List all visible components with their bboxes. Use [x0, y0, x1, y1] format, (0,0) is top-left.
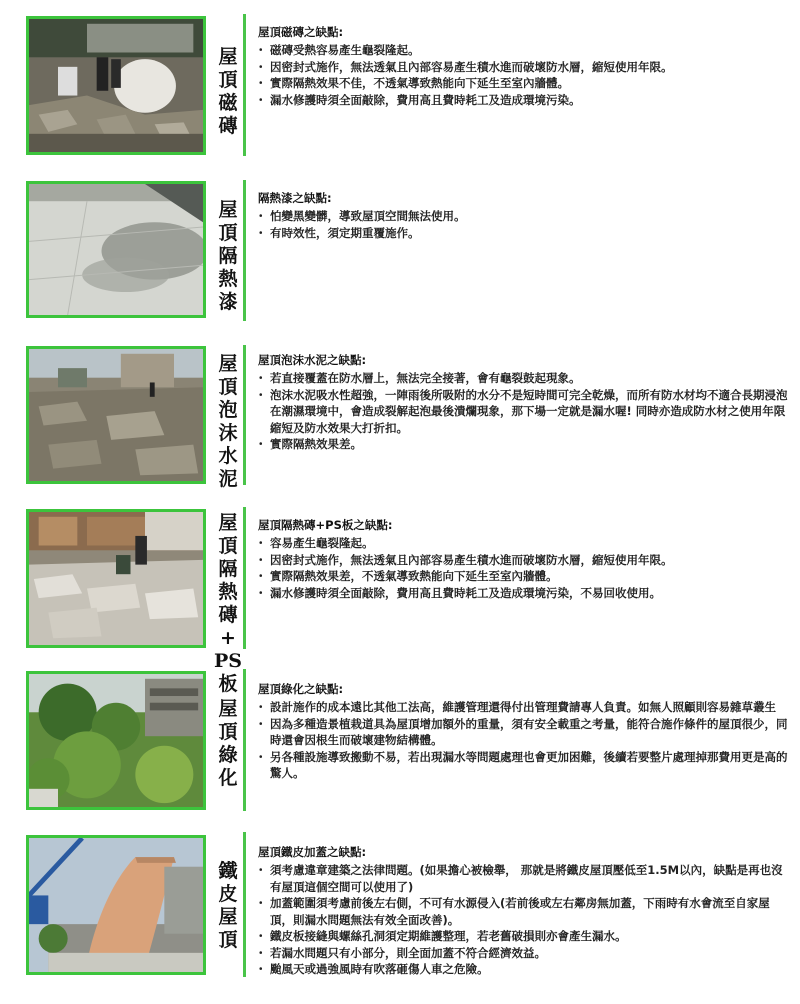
list-item: ・ 實際隔熱效果不佳，不透氣導致熱能向下延生至室內牆體。	[258, 75, 788, 92]
section-title: 屋頂隔熱磚+PS板之缺點:	[258, 518, 393, 532]
label-green-roof: 屋 頂 綠 化	[218, 698, 238, 789]
list-item: ・ 鐵皮板接縫與螺絲孔洞須定期維護整理，若老舊破損則亦會產生漏水。	[258, 928, 788, 945]
label-insulation-brick: 屋 頂 隔 熱 磚 + PS 板	[214, 512, 243, 695]
label-roof-tiles: 屋 頂 磁 磚	[218, 46, 238, 137]
list-item: ・ 磁磚受熱容易產生龜裂隆起。	[258, 42, 788, 59]
list-item: ・ 泡沫水泥吸水性超強，一陣雨後所吸附的水分不是短時間可完全乾燥，而所有防水材均不適合長期浸泡在潮濕環境中，會造成裂解起泡最後潰爛現象，那下場一定就是漏水喔! 同時亦造成防水材之使用年限縮短及防水效果大打折扣。	[258, 387, 788, 437]
divider	[243, 345, 246, 485]
photo-green-roof	[26, 671, 206, 810]
section-title: 隔熱漆之缺點:	[258, 191, 332, 205]
list-item: ・ 實際隔熱效果差，不透氣導致熱能向下延生至室內牆體。	[258, 568, 788, 585]
list-item: ・ 加蓋範圍須考慮前後左右側，不可有水源侵入(若前後或左右鄰房無加蓋，下雨時有水會流至自家屋頂，則漏水問題無法有效全面改善)。	[258, 895, 788, 928]
list-item: ・ 漏水修護時須全面敲除，費用高且費時耗工及造成環境污染。	[258, 92, 788, 109]
divider	[243, 507, 246, 649]
label-heat-paint: 屋 頂 隔 熱 漆	[218, 199, 238, 313]
photo-foam-cement	[26, 346, 206, 484]
label-metal-roof: 鐵 皮 屋 頂	[218, 860, 238, 951]
label-foam-cement: 屋 頂 泡 沫 水 泥	[218, 353, 238, 490]
list-item: ・ 設計施作的成本遠比其他工法高，維護管理還得付出管理費請專人負責。如無人照顧則容易雜草叢生	[258, 699, 788, 716]
list-item: ・ 有時效性，須定期重覆施作。	[258, 225, 788, 242]
divider	[243, 832, 246, 977]
section-title: 屋頂磁磚之缺點:	[258, 25, 344, 39]
photo-insulation-brick	[26, 509, 206, 648]
photo-metal-roof	[26, 835, 206, 975]
divider	[243, 180, 246, 321]
list-item: ・ 怕變黑變髒，導致屋頂空間無法使用。	[258, 208, 788, 225]
list-item: ・ 颱風天或過強風時有吹落砸傷人車之危險。	[258, 961, 788, 978]
list-item: ・ 若漏水問題只有小部分，則全面加蓋不符合經濟效益。	[258, 945, 788, 962]
list-item: ・ 容易產生龜裂隆起。	[258, 535, 788, 552]
list-item: ・ 因密封式施作，無法透氣且內部容易產生積水進而破壞防水層，縮短使用年限。	[258, 552, 788, 569]
divider	[243, 669, 246, 811]
list-item: ・ 因為多種造景植栽道具為屋頂增加額外的重量，須有安全載重之考量，能符合施作條件的屋頂很少，同時還會因根生而破壞建物結構體。	[258, 716, 788, 749]
divider	[243, 14, 246, 156]
list-item: ・ 因密封式施作，無法透氣且內部容易產生積水進而破壞防水層，縮短使用年限。	[258, 59, 788, 76]
section-title: 屋頂鐵皮加蓋之缺點:	[258, 845, 367, 859]
photo-roof-tiles	[26, 16, 206, 155]
list-item: ・ 漏水修護時須全面敲除，費用高且費時耗工及造成環境污染，不易回收使用。	[258, 585, 788, 602]
section-title: 屋頂綠化之缺點:	[258, 682, 344, 696]
list-item: ・ 須考慮違章建築之法律問題。(如果擔心被檢舉， 那就是將鐵皮屋頂壓低至1.5M以內，缺點是再也沒有屋頂這個空間可以使用了)	[258, 862, 788, 895]
list-item: ・ 另各種設施導致搬動不易，若出現漏水等問題處理也會更加困難，後續若要整片處理掉那費用更是高的驚人。	[258, 749, 788, 782]
list-item: ・ 若直接覆蓋在防水層上，無法完全接著，會有龜裂鼓起現象。	[258, 370, 788, 387]
section-title: 屋頂泡沫水泥之缺點:	[258, 353, 367, 367]
list-item: ・ 實際隔熱效果差。	[258, 436, 788, 453]
photo-heat-paint	[26, 181, 206, 318]
